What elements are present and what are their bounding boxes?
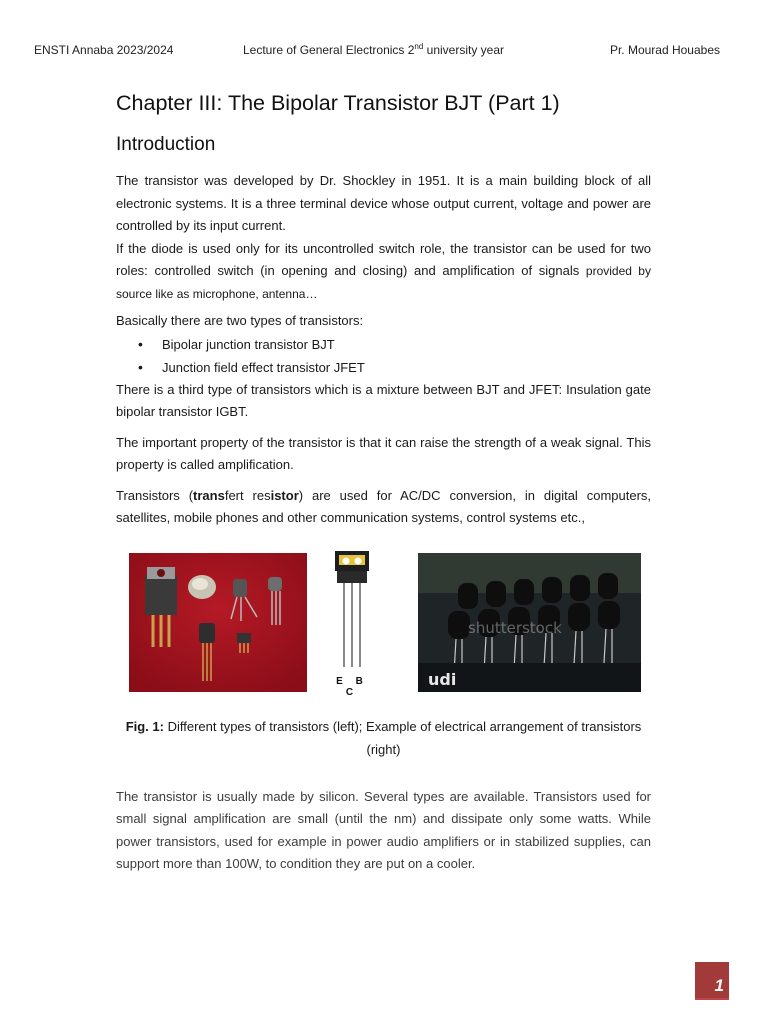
- header-author: Pr. Mourad Houabes: [609, 43, 720, 57]
- figure-caption: [116, 715, 651, 761]
- uses-bold-trans: trans: [193, 487, 225, 503]
- list-item: • Junction field effect transistor JFET: [138, 356, 651, 379]
- paragraph-diode-text: If the diode is used only for its uncontrolled switch role, the transistor can be used for two roles: controlled switch (in opening and closing) and amplification of signals: [116, 240, 651, 278]
- figure-transistors: [116, 553, 651, 703]
- transistor-board-image: [418, 553, 641, 692]
- paragraph-igbt: There is a third type of transistors which is a mixture between BJT and JFET: Insulation gate bipolar transistor IGBT.: [116, 381, 651, 419]
- paragraph-amplification: The important property of the transistor is that it can raise the strength of a weak signal. This property is called amplification.: [116, 434, 651, 472]
- pin-labels: E B C: [336, 675, 368, 698]
- header-course-sup: nd: [414, 42, 424, 51]
- paragraph-silicon: The transistor is usually made by silicon. Several types are available. Transistors used for small signal amplification are small (until the nm) and dissipate only some watts. While power transistors, used for example in power audio amplifiers or in stabilized supplies, can support more than 100W, to condition they are put on a cooler.: [116, 788, 651, 871]
- transistor-collection-image: [129, 553, 307, 692]
- page-header: [34, 43, 720, 59]
- page-content: [116, 88, 651, 876]
- uses-text-a: Transistors (: [116, 487, 194, 503]
- caption-text: Different types of transistors (left); Example of electrical arrangement of transistors (right): [163, 718, 642, 757]
- paragraph-diode: [116, 238, 651, 306]
- uses-text-c: fert res: [224, 487, 271, 503]
- paragraph-diode-small: provided by source like as microphone, antenna…: [116, 264, 651, 301]
- paragraph-types: Basically there are two types of transistors:: [116, 313, 364, 328]
- header-course: [243, 43, 504, 57]
- section-title: Introduction: [116, 134, 216, 155]
- paragraph-uses: [116, 485, 651, 530]
- header-course-text: Lecture of General Electronics 2: [243, 43, 415, 57]
- to92-pinout-image: [329, 549, 379, 689]
- transistor-types-list: [116, 333, 651, 379]
- header-institution: ENSTI Annaba 2023/2024: [34, 43, 174, 57]
- header-course-tail: university year: [423, 43, 505, 57]
- uses-text-d: ) are used for AC/DC conversion, in digital computers, satellites, mobile phones and other communication systems, control systems etc.,: [116, 487, 652, 525]
- uses-bold-istor: istor: [270, 487, 299, 503]
- caption-label: Fig. 1:: [125, 718, 164, 734]
- chapter-title: Chapter III: The Bipolar Transistor BJT (Part 1): [116, 91, 560, 115]
- watermark-text: shutterstock: [468, 618, 562, 637]
- list-item: • Bipolar junction transistor BJT: [138, 333, 651, 356]
- page-number: 1: [695, 962, 729, 1000]
- board-silkscreen: udi: [428, 669, 457, 689]
- paragraph-intro: The transistor was developed by Dr. Shockley in 1951. It is a main building block of all electronic systems. It is a three terminal device whose output current, voltage and power are controlled by its input current.: [116, 173, 651, 233]
